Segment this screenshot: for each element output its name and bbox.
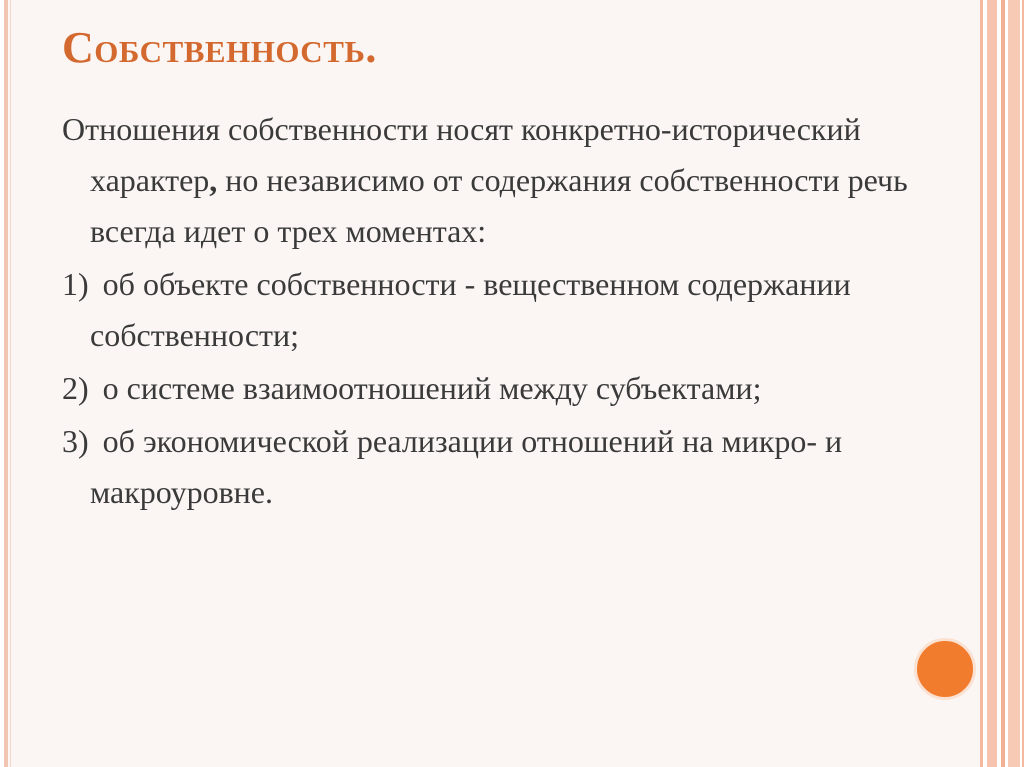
left-frame-line xyxy=(10,0,11,767)
slide-body xyxy=(62,104,962,520)
list-item-number: 1) xyxy=(62,266,89,302)
stripe xyxy=(1001,0,1005,767)
intro-paragraph xyxy=(62,104,962,257)
accent-circle-icon xyxy=(914,638,976,700)
decorative-stripes xyxy=(980,0,1024,767)
intro-text-part1: Отношения собственности носят конкретно-исторический характер xyxy=(62,111,861,198)
stripe xyxy=(980,0,983,767)
slide-title: Собственность. xyxy=(62,23,377,72)
stripe xyxy=(987,0,997,767)
stripe xyxy=(1008,0,1020,767)
list-item-1 xyxy=(62,259,962,361)
list-item-3 xyxy=(62,416,962,518)
list-item-text: об экономической реализации отношений на микро- и макроуровне. xyxy=(90,423,843,510)
list-item-text: об объекте собственности - вещественном содержании собственности; xyxy=(90,266,851,353)
list-item-number: 2) xyxy=(62,370,89,406)
intro-text-part2: но независимо от содержания собственности речь всегда идет о трех моментах: xyxy=(90,162,908,249)
list-item-text: о системе взаимоотношений между субъектами; xyxy=(102,370,762,406)
list-item-2 xyxy=(62,363,962,414)
list-item-number: 3) xyxy=(62,423,89,459)
intro-comma: , xyxy=(209,162,218,198)
